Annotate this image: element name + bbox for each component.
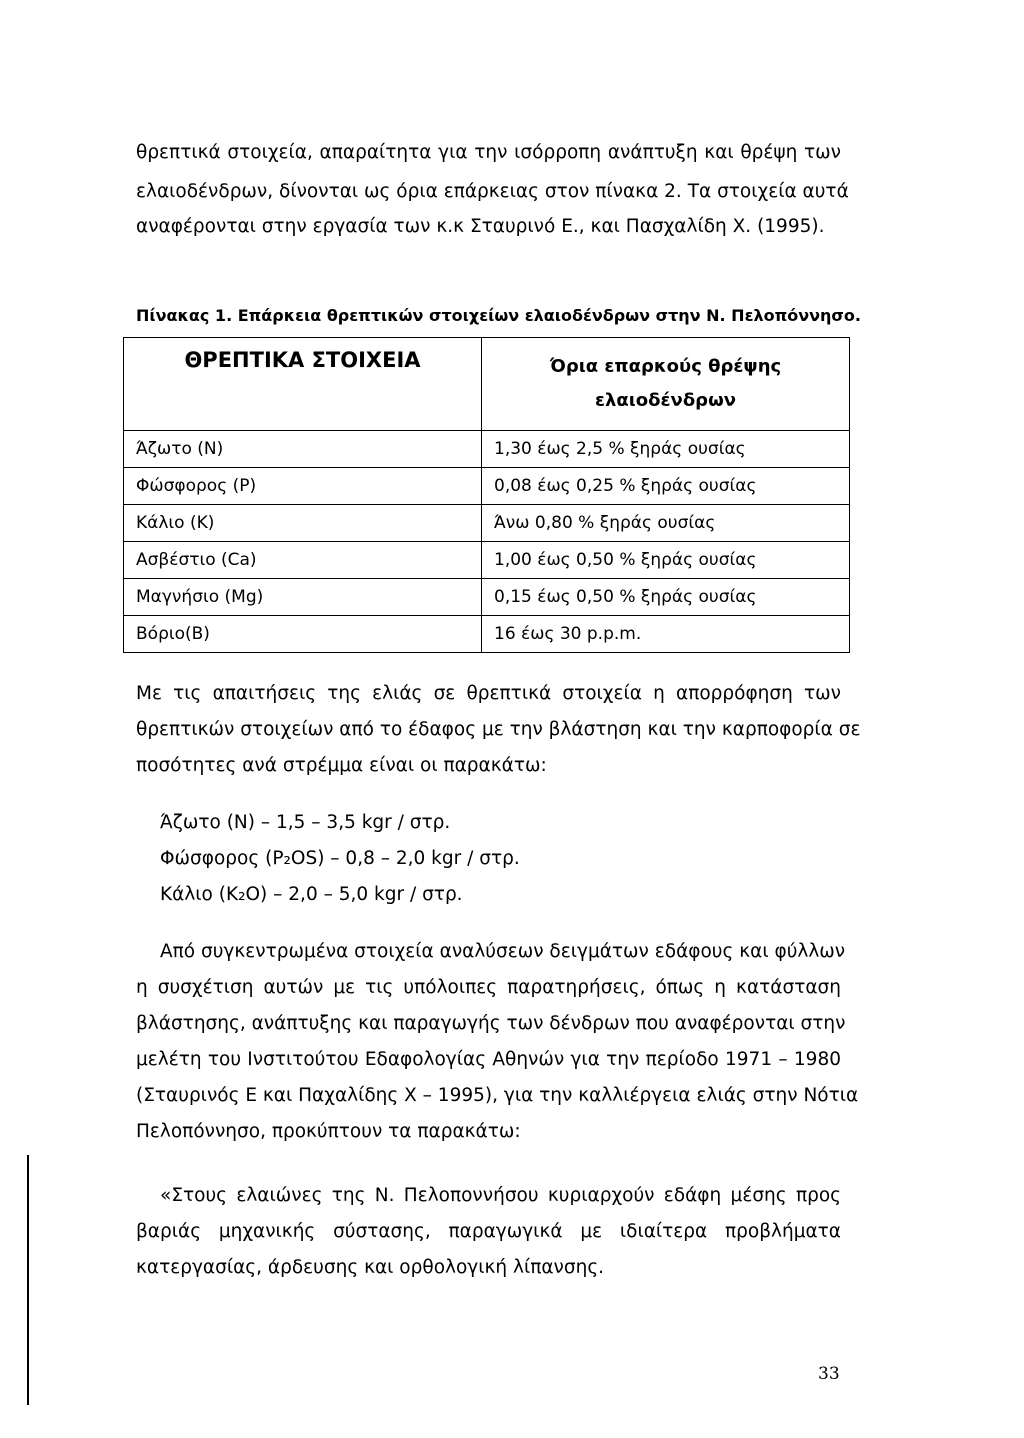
header-limits: Όρια επαρκούς θρέψης ελαιοδένδρων	[482, 338, 850, 431]
intro-line-1: θρεπτικά στοιχεία, απαραίτητα για την ισόρροπη ανάπτυξη και θρέψη των	[136, 142, 841, 163]
paragraph3-line-3: βλάστησης, ανάπτυξης και παραγωγής των δένδρων που αναφέρονται στην	[136, 1013, 846, 1034]
limit-cell: Άνω 0,80 % ξηράς ουσίας	[482, 505, 850, 542]
limit-cell: 1,30 έως 2,5 % ξηράς ουσίας	[482, 431, 850, 468]
limit-cell: 16 έως 30 p.p.m.	[482, 616, 850, 653]
element-cell: Μαγνήσιο (Mg)	[124, 579, 482, 616]
table-row	[124, 468, 850, 505]
limit-cell: 0,15 έως 0,50 % ξηράς ουσίας	[482, 579, 850, 616]
paragraph3-line-2: η συσχέτιση αυτών με τις υπόλοιπες παρατηρήσεις, όπως η κατάσταση	[136, 977, 841, 998]
paragraph2-line-1: Με τις απαιτήσεις της ελιάς σε θρεπτικά στοιχεία η απορρόφηση των	[136, 683, 841, 704]
header-nutrients: ΘΡΕΠΤΙΚΑ ΣΤΟΙΧΕΙΑ	[124, 338, 482, 431]
table-row	[124, 579, 850, 616]
intro-line-2: ελαιοδένδρων, δίνονται ως όρια επάρκειας στον πίνακα 2. Τα στοιχεία αυτά	[136, 181, 849, 202]
element-cell: Άζωτο (Ν)	[124, 431, 482, 468]
element-cell: Ασβέστιο (Ca)	[124, 542, 482, 579]
margin-rule	[27, 1155, 29, 1405]
paragraph3-line-6: Πελοπόννησο, προκύπτουν τα παρακάτω:	[136, 1121, 521, 1142]
element-cell: Κάλιο (Κ)	[124, 505, 482, 542]
table-caption: Πίνακας 1. Επάρκεια θρεπτικών στοιχείων ελαιοδένδρων στην Ν. Πελοπόννησο.	[136, 306, 861, 325]
table-row	[124, 542, 850, 579]
requirement-nitrogen: Άζωτο (Ν) – 1,5 – 3,5 kgr / στρ.	[160, 812, 451, 833]
intro-line-3: αναφέρονται στην εργασία των κ.κ Σταυρινό Ε., και Πασχαλίδη Χ. (1995).	[136, 216, 825, 237]
paragraph3-line-4: μελέτη του Ινστιτούτου Εδαφολογίας Αθηνών για την περίοδο 1971 – 1980	[136, 1049, 841, 1070]
paragraph2-line-2: θρεπτικών στοιχείων από το έδαφος με την βλάστηση και την καρποφορία σε	[136, 719, 861, 740]
paragraph3-line-5: (Σταυρινός Ε και Παχαλίδης Χ – 1995), για την καλλιέργεια ελιάς στην Νότια	[136, 1085, 859, 1106]
limit-cell: 0,08 έως 0,25 % ξηράς ουσίας	[482, 468, 850, 505]
element-cell: Φώσφορος (Ρ)	[124, 468, 482, 505]
table-row	[124, 616, 850, 653]
table-row	[124, 431, 850, 468]
paragraph4-line-3: κατεργασίας, άρδευσης και ορθολογική λίπανσης.	[136, 1257, 605, 1278]
table-row	[124, 505, 850, 542]
element-cell: Βόριο(Β)	[124, 616, 482, 653]
paragraph4-line-2: βαριάς μηχανικής σύστασης, παραγωγικά με ιδιαίτερα προβλήματα	[136, 1221, 841, 1242]
page-number: 33	[818, 1364, 840, 1384]
requirement-phosphorus: Φώσφορος (Ρ₂OS) – 0,8 – 2,0 kgr / στρ.	[160, 848, 520, 869]
paragraph2-line-3: ποσότητες ανά στρέμμα είναι οι παρακάτω:	[136, 755, 547, 776]
paragraph3-line-1: Από συγκεντρωμένα στοιχεία αναλύσεων δειγμάτων εδάφους και φύλλων	[160, 941, 846, 962]
nutrient-table	[123, 337, 850, 653]
paragraph4-line-1: «Στους ελαιώνες της Ν. Πελοποννήσου κυριαρχούν εδάφη μέσης προς	[160, 1185, 841, 1206]
requirement-potassium: Κάλιο (Κ₂O) – 2,0 – 5,0 kgr / στρ.	[160, 884, 463, 905]
limit-cell: 1,00 έως 0,50 % ξηράς ουσίας	[482, 542, 850, 579]
table-header-row	[124, 338, 850, 431]
